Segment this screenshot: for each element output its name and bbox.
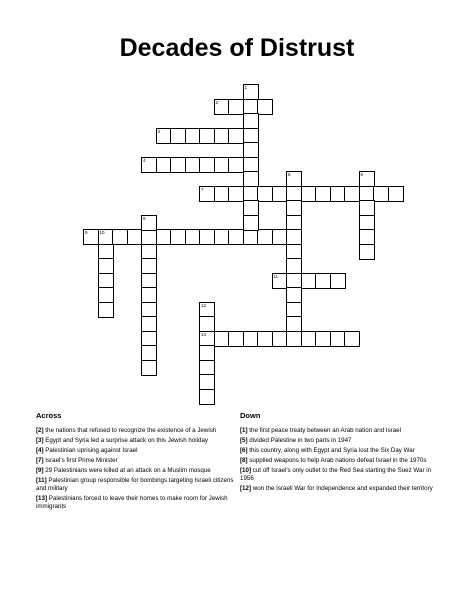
across-heading: Across xyxy=(36,411,62,420)
clue-text: Egypt and Syria led a surprise attack on this Jewish holiday xyxy=(45,437,208,444)
clue-text: the nations that refused to recognize the existence of a Jewish xyxy=(45,427,217,434)
across-clue xyxy=(36,477,236,493)
cell-number: 12 xyxy=(201,302,207,308)
crossword-cell[interactable] xyxy=(243,171,259,187)
across-clue xyxy=(36,467,236,475)
clue-text: supplied weapons to help Arab nations defeat Israel in the 1970s xyxy=(249,457,427,464)
clue-number: [8] xyxy=(240,457,248,464)
cell-number: 2 xyxy=(215,99,219,105)
crossword-cell[interactable] xyxy=(243,215,259,231)
clue-text: cut off Israel's only outlet to the Red Sea starting the Suez War in 1956 xyxy=(240,467,432,482)
clue-text: this country, along with Egypt and Syria lost the Six Day War xyxy=(249,447,415,454)
down-clue xyxy=(240,485,440,493)
clue-number: [13] xyxy=(36,495,48,502)
crossword-cell[interactable] xyxy=(243,84,259,100)
clue-number: [12] xyxy=(240,485,252,492)
clue-text: 29 Palestinians were killed at an attack on a Muslim mosque xyxy=(45,467,211,474)
crossword-cell[interactable] xyxy=(257,99,273,115)
clue-number: [3] xyxy=(36,437,44,444)
puzzle-title: Decades of Distrust xyxy=(119,34,355,62)
across-clues xyxy=(36,411,236,513)
clue-text: Palestinian uprising against Israel xyxy=(45,447,138,454)
crossword-cell[interactable] xyxy=(98,302,114,318)
crossword-cell[interactable] xyxy=(286,171,302,187)
across-clue xyxy=(36,427,236,435)
down-clues xyxy=(240,411,440,495)
crossword-cell[interactable] xyxy=(286,258,302,274)
crossword-cell[interactable] xyxy=(199,389,215,405)
cell-number: 5 xyxy=(288,172,291,177)
crossword-cell[interactable] xyxy=(330,273,346,289)
clue-number: [4] xyxy=(36,447,44,454)
across-clue xyxy=(36,447,236,455)
cell-number: 3 xyxy=(157,128,161,134)
clue-number: [1] xyxy=(240,427,248,434)
clue-text: Palestinian group responsible for bombings targeting Israeli citizens and military xyxy=(36,477,234,492)
crossword-cell[interactable] xyxy=(286,316,302,332)
crossword-cell[interactable] xyxy=(388,186,404,202)
down-clue xyxy=(240,457,440,465)
clue-number: [6] xyxy=(240,447,248,454)
cell-number: 7 xyxy=(201,186,204,192)
clue-text: Israel's first Prime Minister xyxy=(45,457,118,464)
clue-text: divided Palestine in two parts in 1947 xyxy=(249,437,352,444)
cell-number: 4 xyxy=(143,157,146,163)
cell-number: 10 xyxy=(99,230,105,235)
clue-text: Palestinians forced to leave their homes to make room for Jewish immigrants xyxy=(36,495,228,510)
clue-number: [2] xyxy=(36,427,44,434)
clue-text: won the Israeli War for Independence and expanded their territory xyxy=(252,485,433,492)
cell-number: 6 xyxy=(360,172,364,177)
across-clue xyxy=(36,495,236,511)
clue-number: [5] xyxy=(240,437,248,444)
clue-number: [11] xyxy=(36,477,47,484)
cell-number: 11 xyxy=(273,273,279,279)
down-clue xyxy=(240,447,440,455)
crossword-cell[interactable] xyxy=(243,113,259,129)
cell-number: 13 xyxy=(201,331,207,337)
crossword-cell[interactable] xyxy=(344,331,360,347)
down-heading: Down xyxy=(240,411,261,420)
cell-number: 1 xyxy=(244,85,248,90)
crossword-cell[interactable] xyxy=(359,171,375,187)
cell-number: 9 xyxy=(85,230,88,235)
across-clue xyxy=(36,437,236,445)
clue-number: [7] xyxy=(36,457,44,464)
crossword-cell[interactable] xyxy=(359,244,375,260)
clue-number: [10] xyxy=(240,467,252,474)
down-clue xyxy=(240,427,440,435)
down-clue xyxy=(240,467,440,483)
down-clue xyxy=(240,437,440,445)
crossword-cell[interactable] xyxy=(141,215,157,231)
crossword-cell[interactable] xyxy=(199,316,215,332)
across-clue xyxy=(36,457,236,465)
crossword-cell[interactable] xyxy=(141,360,157,376)
clue-number: [9] xyxy=(36,467,44,474)
clue-text: the first peace treaty between an Arab nation and Israel xyxy=(249,427,401,434)
cell-number: 8 xyxy=(143,215,146,221)
